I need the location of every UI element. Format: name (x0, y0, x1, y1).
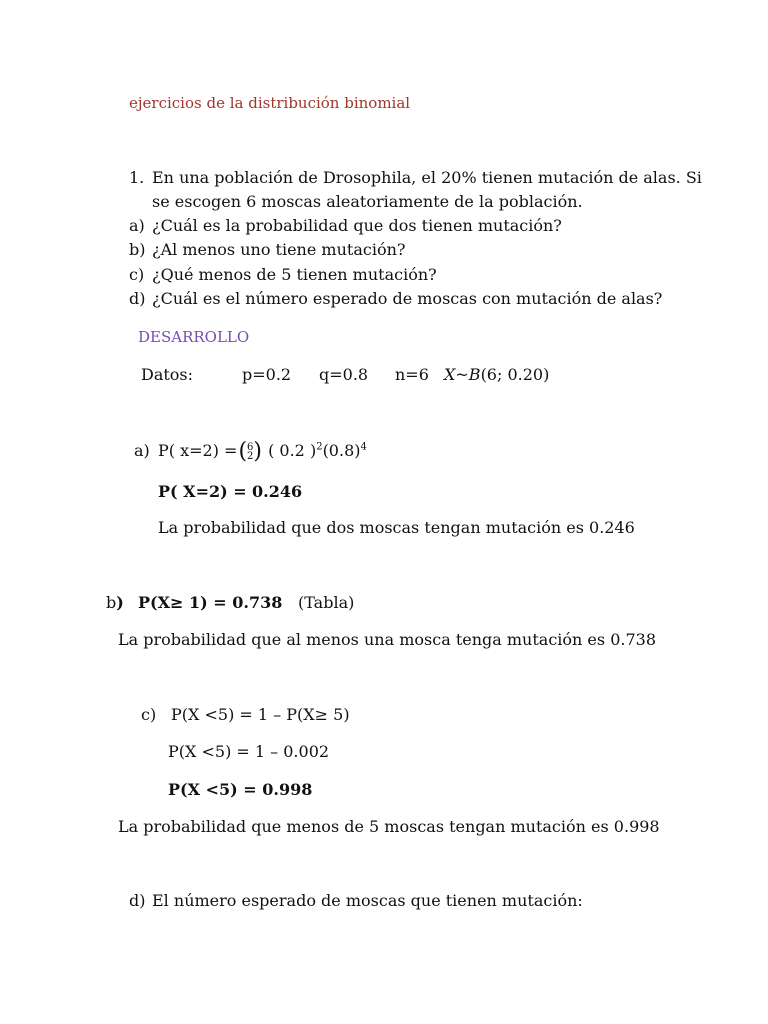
problem-text-line1: En una población de Drosophila, el 20% tienen mutación de alas. Si (152, 168, 702, 187)
dist-args: (6; 0.20) (480, 365, 550, 384)
part-c-line1: P(X <5) = 1 – P(X≥ 5) (171, 705, 350, 724)
part-a-formula-mid: ( 0.2 ) (263, 441, 317, 460)
datos-p: p=0.2 (242, 365, 292, 384)
part-b-paren: ) (116, 593, 124, 612)
binomial-coefficient: ( 6 2 ) (238, 438, 262, 464)
section-heading-desarrollo: DESARROLLO (138, 328, 250, 346)
part-a-formula-mid2: (0.8) (322, 441, 361, 460)
part-a-label: a) (134, 441, 150, 460)
document-title: ejercicios de la distribución binomial (129, 94, 411, 112)
part-b-formula: P(X≥ 1) = 0.738 (138, 593, 283, 612)
dist-x: X (444, 365, 456, 384)
datos-label: Datos: (141, 365, 194, 384)
part-c-conclusion: La probabilidad que menos de 5 moscas tengan mutación es 0.998 (118, 817, 660, 836)
datos-q: q=0.8 (319, 365, 369, 384)
part-b-conclusion: La probabilidad que al menos una mosca tenga mutación es 0.738 (118, 630, 656, 649)
part-a-formula-prefix: P( x=2) = (158, 441, 238, 460)
datos-distribution (444, 365, 549, 385)
part-c-line2: P(X <5) = 1 – 0.002 (168, 742, 330, 761)
part-b-letter: b (106, 593, 117, 612)
dist-b: B (468, 365, 481, 384)
question-b-label: b) (129, 240, 146, 259)
question-d-label: d) (129, 289, 146, 308)
question-d-text: ¿Cuál es el número esperado de moscas con mutación de alas? (152, 289, 663, 308)
datos-n: n=6 (395, 365, 429, 384)
part-c-label: c) (141, 705, 157, 724)
question-c-text: ¿Qué menos de 5 tienen mutación? (152, 265, 437, 284)
part-a-result-left: P( X=2) = (158, 482, 247, 501)
part-a-formula (158, 438, 367, 464)
binom-bottom: 2 (247, 450, 254, 462)
part-a-exp1: 2 (316, 441, 323, 453)
question-b-text: ¿Al menos uno tiene mutación? (152, 240, 406, 259)
part-d-text: El número esperado de moscas que tienen mutación: (152, 891, 583, 910)
part-d-label: d) (129, 891, 146, 910)
part-b-note: (Tabla) (298, 593, 355, 612)
part-c-line3: P(X <5) = 0.998 (168, 780, 313, 799)
binom-top: 6 (247, 441, 254, 453)
part-a-exp2: 4 (360, 441, 367, 453)
question-c-label: c) (129, 265, 145, 284)
part-a-conclusion: La probabilidad que dos moscas tengan mutación es 0.246 (158, 518, 635, 537)
part-b-label (106, 593, 124, 613)
problem-text-line2: se escogen 6 moscas aleatoriamente de la población. (152, 192, 583, 211)
dist-tilde: ~ (455, 365, 469, 384)
part-a-result-value: 0.246 (252, 482, 303, 501)
question-a-text: ¿Cuál es la probabilidad que dos tienen mutación? (152, 216, 562, 235)
question-a-label: a) (129, 216, 145, 235)
problem-number: 1. (129, 168, 145, 187)
